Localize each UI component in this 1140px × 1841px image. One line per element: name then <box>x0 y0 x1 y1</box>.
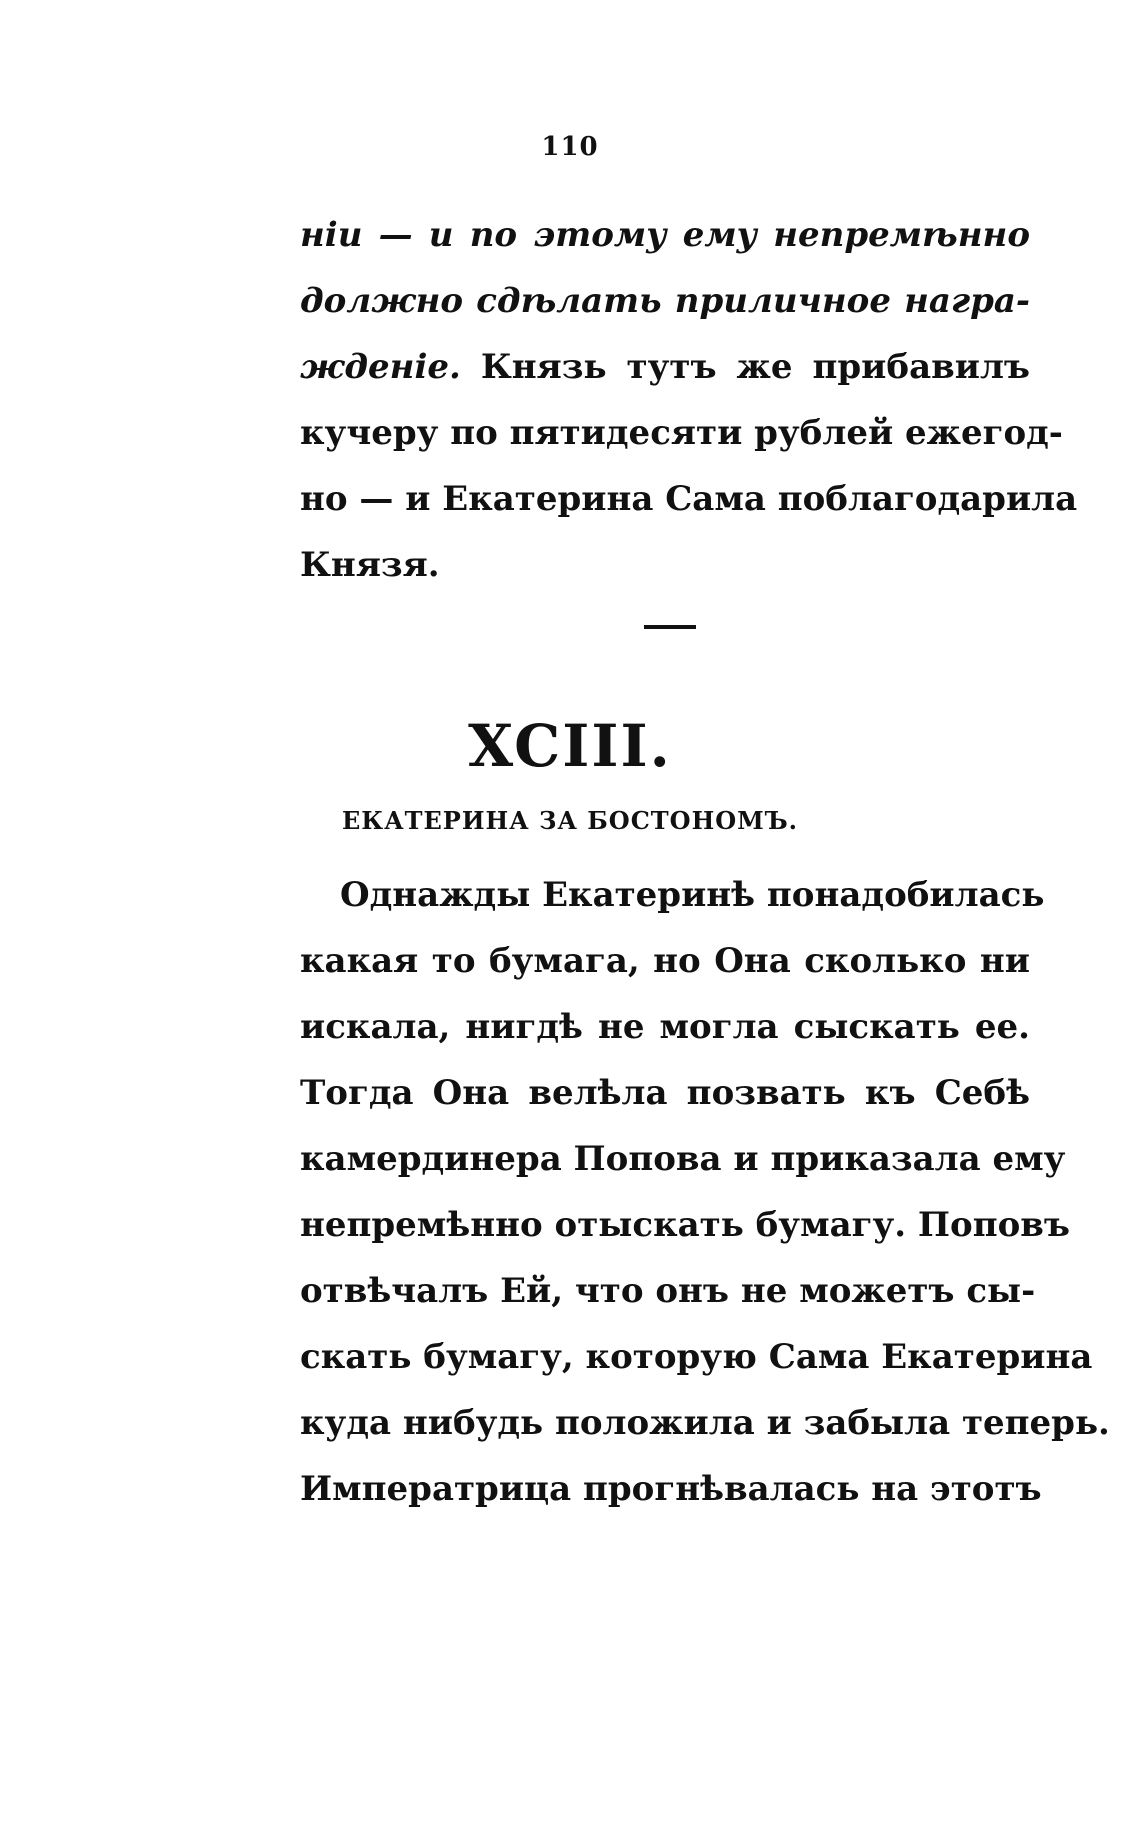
text-line: какая то бумага, но Она сколько ни <box>300 941 1030 981</box>
text-line: Тогда Она велѣла позвать къ Себѣ <box>300 1073 1030 1113</box>
text-line: камердинера Попова и приказала ему <box>300 1139 1066 1179</box>
text-line: непремѣнно отыскать бумагу. Поповъ <box>300 1205 1070 1245</box>
section-divider <box>644 625 696 629</box>
text-fragment-italic: жденiе. <box>300 347 461 387</box>
text-line: отвѣчалъ Ей, что онъ не можетъ сы- <box>300 1271 1036 1311</box>
text-line: Однажды Екатеринѣ понадобилась <box>340 875 1045 915</box>
text-line <box>300 334 1030 400</box>
chapter-number: XCIII. <box>468 712 672 780</box>
text-line: куда нибудь положила и забыла теперь. <box>300 1403 1110 1443</box>
text-fragment: Князь тутъ же прибавилъ <box>460 347 1030 387</box>
paragraph-anecdote <box>300 862 1110 1522</box>
paragraph-continued <box>300 202 1078 598</box>
page-number: 110 <box>541 132 599 162</box>
text-line: Князя. <box>300 545 440 585</box>
text-line: Императрица прогнѣвалась на этотъ <box>300 1469 1042 1509</box>
text-line: нiи — и по этому ему непремѣнно <box>300 215 1030 255</box>
text-line: должно сдѣлать приличное награ- <box>300 281 1030 321</box>
text-line: искала, нигдѣ не могла сыскать ее. <box>300 1007 1030 1047</box>
text-line: скать бумагу, которую Сама Екатерина <box>300 1337 1093 1377</box>
chapter-title: ЕКАТЕРИНА ЗА БОСТОНОМЪ. <box>341 806 799 835</box>
text-line: кучеру по пятидесяти рублей ежегод- <box>300 413 1063 453</box>
text-line: но — и Екатерина Сама поблагодарила <box>300 479 1078 519</box>
